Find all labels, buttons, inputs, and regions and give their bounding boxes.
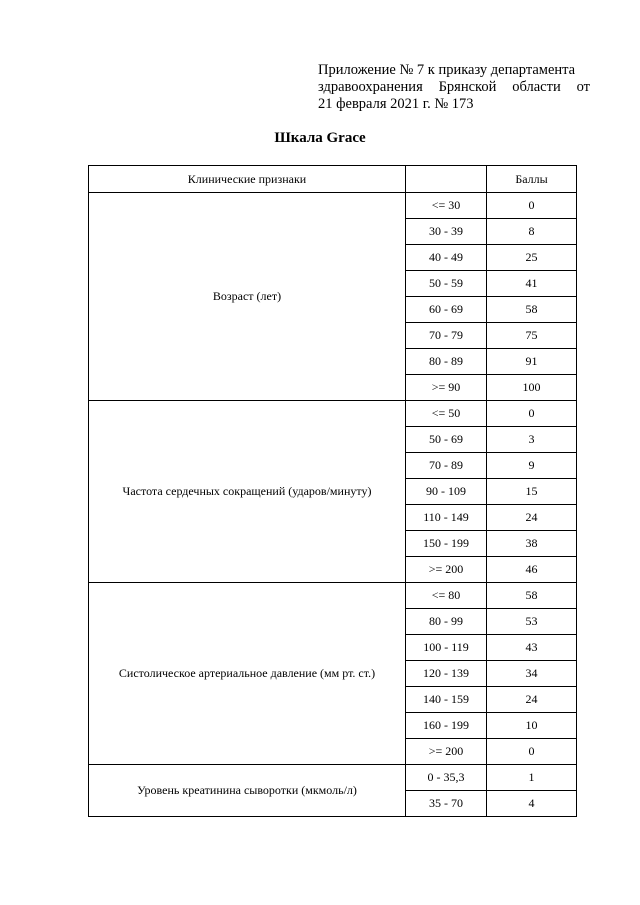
clinical-sign-cell: Возраст (лет): [89, 193, 406, 401]
clinical-sign-cell: Частота сердечных сокращений (ударов/минуту): [89, 401, 406, 583]
range-cell: <= 50: [406, 401, 487, 427]
table-header-row: [89, 166, 577, 193]
table-row: [89, 193, 577, 219]
range-cell: 160 - 199: [406, 713, 487, 739]
range-cell: 70 - 89: [406, 453, 487, 479]
range-cell: 110 - 149: [406, 505, 487, 531]
points-cell: 9: [487, 453, 577, 479]
document-header: [318, 62, 590, 113]
range-cell: 70 - 79: [406, 323, 487, 349]
range-cell: >= 200: [406, 557, 487, 583]
points-cell: 75: [487, 323, 577, 349]
points-cell: 24: [487, 687, 577, 713]
range-cell: >= 90: [406, 375, 487, 401]
table-row: [89, 401, 577, 427]
range-cell: 80 - 99: [406, 609, 487, 635]
points-cell: 91: [487, 349, 577, 375]
range-cell: <= 80: [406, 583, 487, 609]
points-cell: 43: [487, 635, 577, 661]
range-cell: 60 - 69: [406, 297, 487, 323]
range-cell: 90 - 109: [406, 479, 487, 505]
range-cell: 40 - 49: [406, 245, 487, 271]
points-cell: 3: [487, 427, 577, 453]
points-cell: 0: [487, 739, 577, 765]
clinical-sign-cell: Систолическое артериальное давление (мм рт. ст.): [89, 583, 406, 765]
points-cell: 4: [487, 791, 577, 817]
points-cell: 58: [487, 297, 577, 323]
range-cell: 30 - 39: [406, 219, 487, 245]
range-cell: <= 30: [406, 193, 487, 219]
range-cell: 80 - 89: [406, 349, 487, 375]
table-row: [89, 765, 577, 791]
points-cell: 46: [487, 557, 577, 583]
points-cell: 0: [487, 193, 577, 219]
range-cell: 50 - 69: [406, 427, 487, 453]
range-cell: 35 - 70: [406, 791, 487, 817]
range-cell: 140 - 159: [406, 687, 487, 713]
column-header-range: [406, 166, 487, 193]
range-cell: 150 - 199: [406, 531, 487, 557]
clinical-sign-cell: Уровень креатинина сыворотки (мкмоль/л): [89, 765, 406, 817]
page-title: Шкала Grace: [274, 130, 366, 146]
points-cell: 41: [487, 271, 577, 297]
points-cell: 53: [487, 609, 577, 635]
points-cell: 24: [487, 505, 577, 531]
range-cell: 0 - 35,3: [406, 765, 487, 791]
points-cell: 15: [487, 479, 577, 505]
range-cell: >= 200: [406, 739, 487, 765]
points-cell: 1: [487, 765, 577, 791]
range-cell: 100 - 119: [406, 635, 487, 661]
points-cell: 25: [487, 245, 577, 271]
points-cell: 38: [487, 531, 577, 557]
header-line-3: 21 февраля 2021 г. № 173: [318, 96, 474, 112]
range-cell: 120 - 139: [406, 661, 487, 687]
points-cell: 0: [487, 401, 577, 427]
column-header-points: Баллы: [487, 166, 577, 193]
points-cell: 8: [487, 219, 577, 245]
points-cell: 58: [487, 583, 577, 609]
column-header-sign: Клинические признаки: [89, 166, 406, 193]
header-line-1: Приложение № 7 к приказу департамента: [318, 62, 576, 78]
header-line-2: здравоохранения Брянской области от: [318, 79, 590, 95]
points-cell: 10: [487, 713, 577, 739]
points-cell: 100: [487, 375, 577, 401]
points-cell: 34: [487, 661, 577, 687]
table-row: [89, 583, 577, 609]
range-cell: 50 - 59: [406, 271, 487, 297]
grace-score-table: [88, 165, 577, 817]
table-body: [89, 193, 577, 817]
